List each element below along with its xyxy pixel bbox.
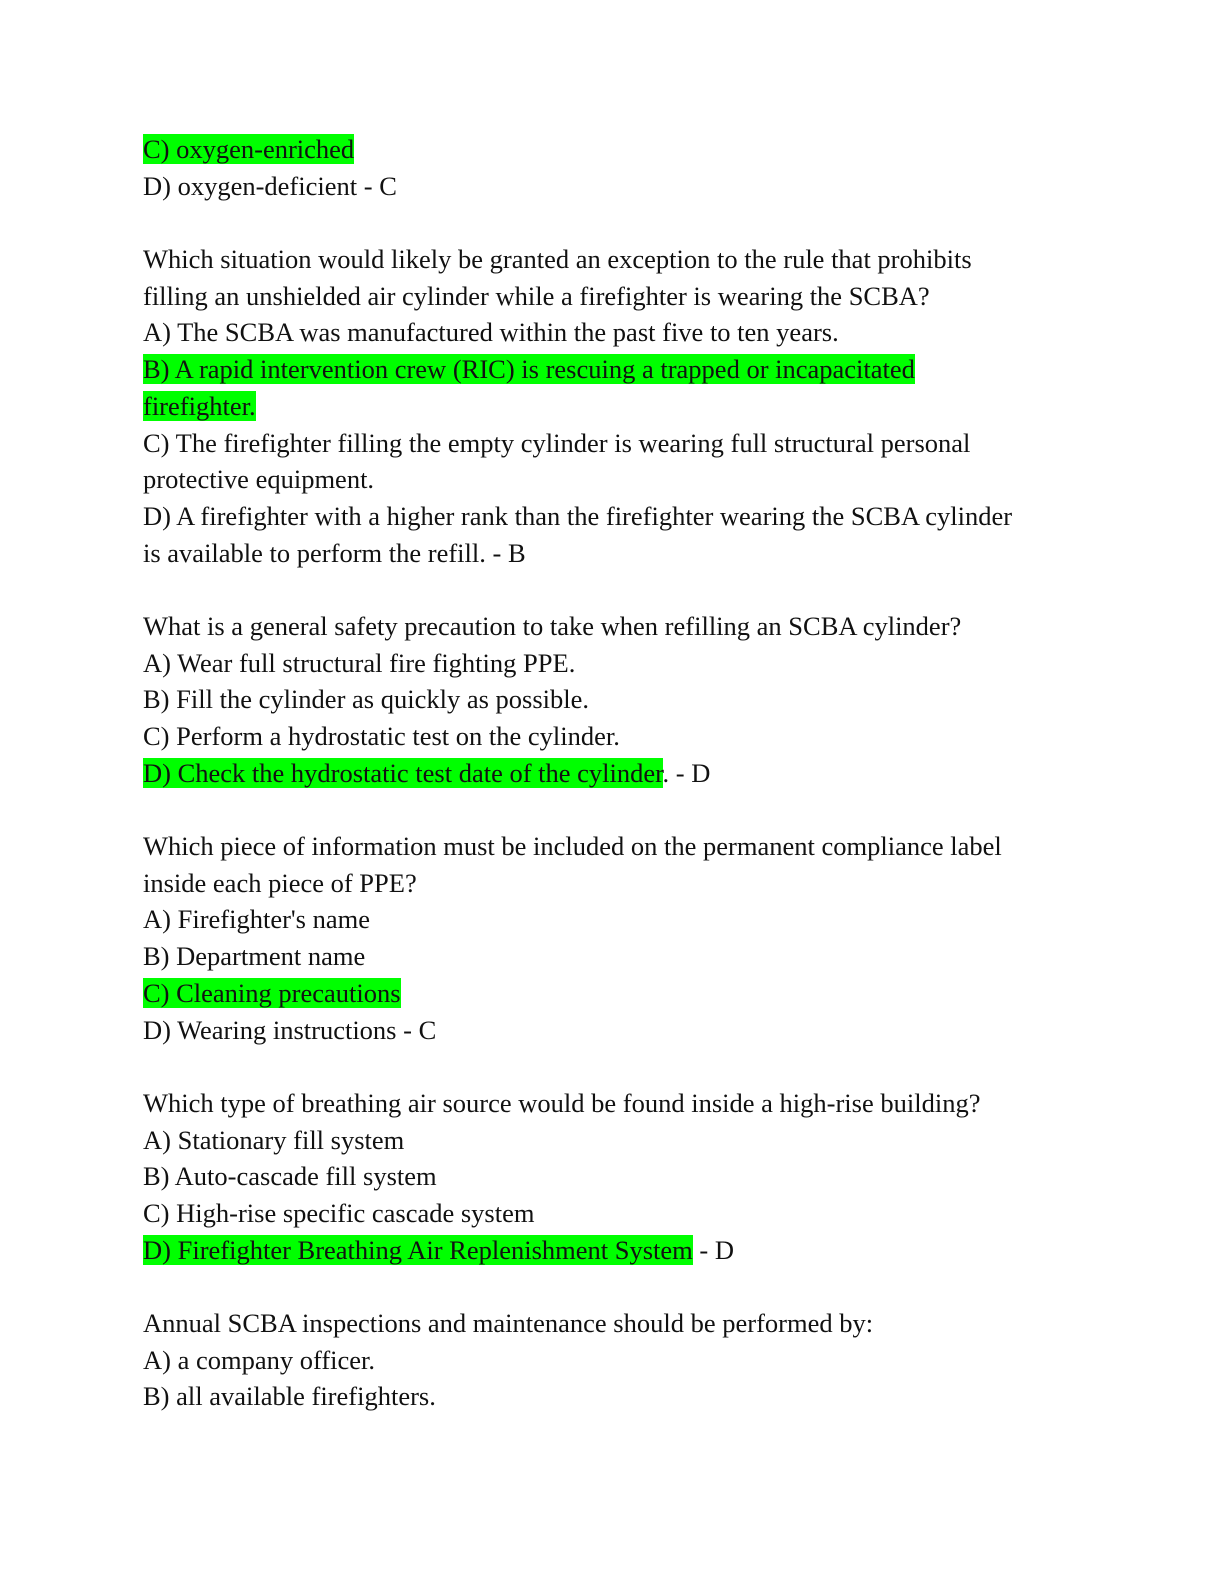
q1-option-d-line2: is available to perform the refill. - B [143, 537, 526, 568]
q3-option-d: D) Wearing instructions - C [143, 1014, 437, 1045]
q5-option-a: A) a company officer. [143, 1344, 376, 1375]
q1-option-a: A) The SCBA was manufactured within the past five to ten years. [143, 317, 839, 348]
q3-option-c-highlighted: C) Cleaning precautions [143, 977, 401, 1008]
q4-stem: Which type of breathing air source would be found inside a high-rise building? [143, 1087, 981, 1118]
q3-stem-line2: inside each piece of PPE? [143, 867, 417, 898]
q4-option-d-highlighted: D) Firefighter Breathing Air Replenishment System [143, 1234, 693, 1265]
q4-option-d-line [143, 1232, 1093, 1269]
q1-option-b-highlighted-2: firefighter. [143, 390, 256, 421]
q4-answer-suffix: - D [692, 1234, 735, 1265]
spacer [143, 1048, 1093, 1085]
q0-option-c-line [143, 131, 1093, 168]
q2-option-c: C) Perform a hydrostatic test on the cylinder. [143, 721, 620, 751]
spacer [143, 571, 1093, 608]
spacer [143, 204, 1093, 241]
q0-option-d: D) oxygen-deficient - C [143, 170, 397, 201]
q4-option-b: B) Auto-cascade fill system [143, 1161, 437, 1192]
spacer [143, 791, 1093, 828]
q1-option-b-line1 [143, 351, 1093, 388]
q2-option-a: A) Wear full structural fire fighting PPE. [143, 647, 576, 678]
document-page [143, 131, 1093, 1415]
q1-option-b-highlighted-1: B) A rapid intervention crew (RIC) is rescuing a trapped or incapacitated [143, 354, 915, 385]
q5-stem: Annual SCBA inspections and maintenance should be performed by: [143, 1308, 874, 1338]
q1-option-b-line2 [143, 388, 1093, 425]
q2-answer-suffix: . - D [662, 757, 711, 788]
q3-stem-line1: Which piece of information must be included on the permanent compliance label [143, 831, 1002, 862]
q0-option-c-highlighted: C) oxygen-enriched [143, 134, 355, 164]
spacer [143, 1268, 1093, 1305]
q4-option-c: C) High-rise specific cascade system [143, 1197, 535, 1228]
q1-option-c-line2: protective equipment. [143, 464, 375, 495]
q3-option-a: A) Firefighter's name [143, 904, 371, 935]
q2-option-d-line [143, 755, 1093, 792]
q3-option-c-line [143, 975, 1093, 1012]
q1-option-d-line1: D) A firefighter with a higher rank than the firefighter wearing the SCBA cylinder [143, 500, 1013, 531]
q1-stem-line1: Which situation would likely be granted an exception to the rule that prohibits [143, 244, 972, 275]
q4-option-a: A) Stationary fill system [143, 1124, 405, 1155]
q3-option-b: B) Department name [143, 941, 366, 972]
q1-option-c-line1: C) The firefighter filling the empty cylinder is wearing full structural personal [143, 427, 971, 458]
q2-option-d-highlighted: D) Check the hydrostatic test date of the cylinder [143, 757, 663, 788]
q2-stem: What is a general safety precaution to take when refilling an SCBA cylinder? [143, 610, 962, 641]
q2-option-b: B) Fill the cylinder as quickly as possible. [143, 684, 590, 715]
q5-option-b: B) all available firefighters. [143, 1381, 436, 1412]
q1-stem-line2: filling an unshielded air cylinder while a firefighter is wearing the SCBA? [143, 280, 930, 311]
